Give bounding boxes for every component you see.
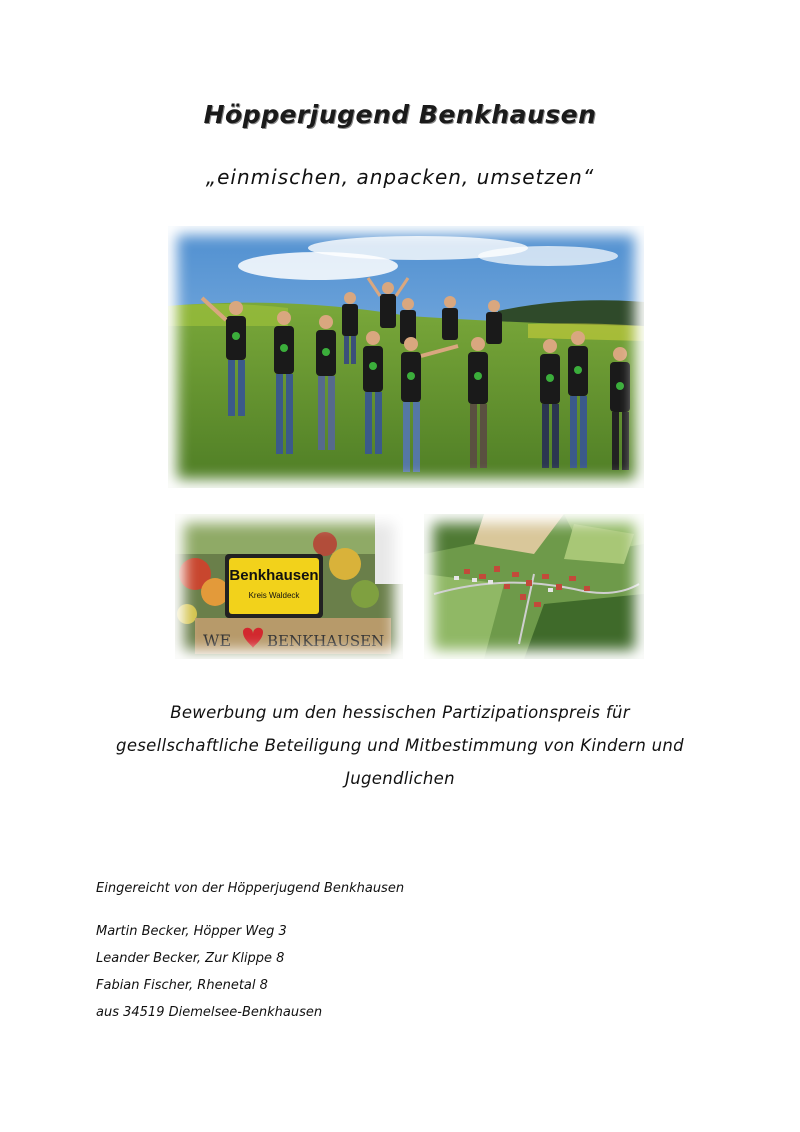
- sign-town-name: Benkhausen: [229, 567, 319, 584]
- submitted-by: Eingereicht von der Höpperjugend Benkhausen: [96, 881, 405, 896]
- town-sign-photo: [175, 514, 403, 659]
- banner-text-left: WE: [203, 631, 232, 650]
- application-line: Jugendlichen: [345, 769, 455, 788]
- group-photo: [168, 226, 644, 488]
- application-line: gesellschaftliche Beteiligung und Mitbestimmung von Kindern und: [116, 736, 684, 755]
- sign-district-name: Kreis Waldeck: [248, 591, 300, 600]
- member-entry: Fabian Fischer, Rhenetal 8: [96, 978, 268, 993]
- aerial-village-illustration: [424, 514, 644, 659]
- document-motto: „einmischen, anpacken, umsetzen“: [205, 165, 595, 189]
- member-entry: Leander Becker, Zur Klippe 8: [96, 951, 285, 966]
- banner-text-right: BENKHAUSEN: [267, 632, 385, 650]
- town-sign-illustration: [175, 514, 403, 659]
- document-title: Höpperjugend Benkhausen: [203, 100, 597, 129]
- member-entry: Martin Becker, Höpper Weg 3: [96, 924, 287, 939]
- aerial-village-photo: [424, 514, 644, 659]
- group-photo-illustration: [168, 226, 644, 488]
- member-entry: aus 34519 Diemelsee-Benkhausen: [96, 1005, 323, 1020]
- application-statement: [80, 696, 720, 795]
- application-line: Bewerbung um den hessischen Partizipationspreis für: [170, 703, 630, 722]
- member-list: [96, 918, 322, 1026]
